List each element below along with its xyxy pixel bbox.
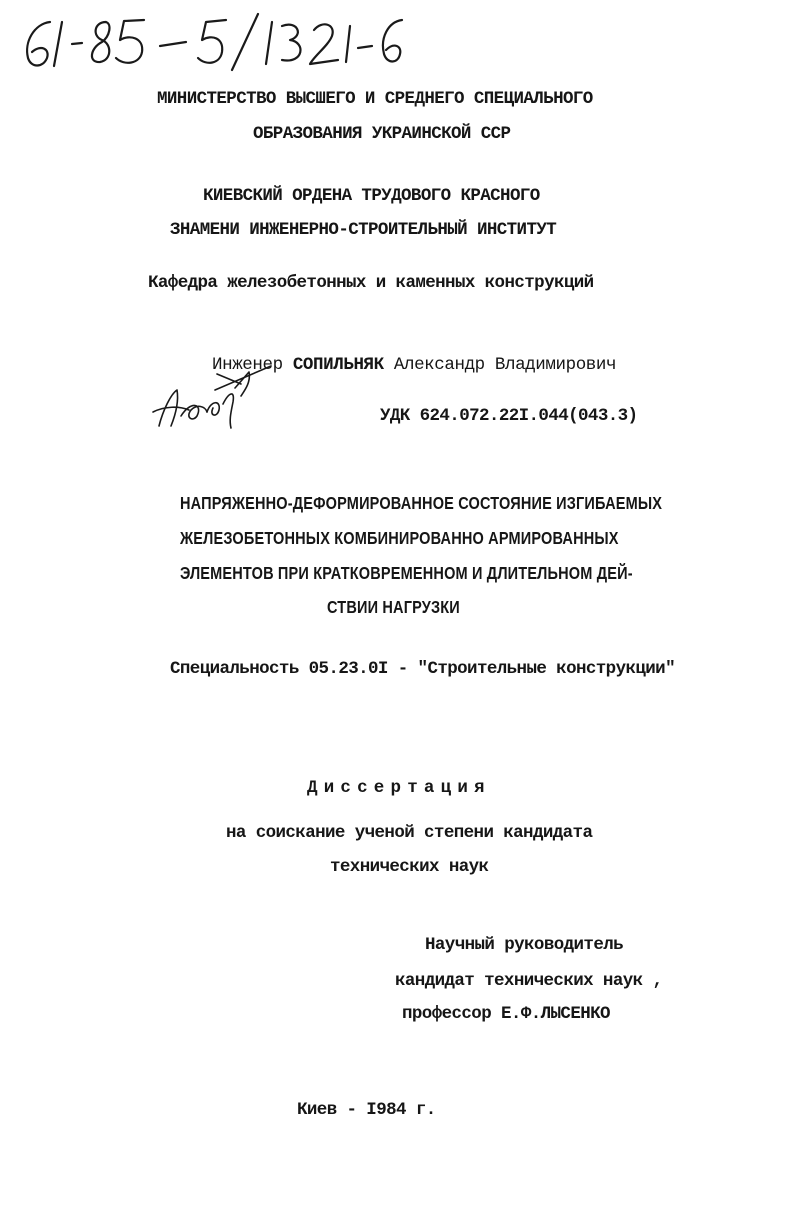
author-prefix: Инженер [212,355,283,375]
udc-code: УДК 624.072.22I.044(043.3) [380,406,638,426]
institute-line-1: КИЕВСКИЙ ОРДЕНА ТРУДОВОГО КРАСНОГО [203,186,540,206]
author-surname: СОПИЛЬНЯК [292,355,384,375]
specialty: Специальность 05.23.0I - "Строительные конструкции" [170,659,675,679]
institute-line-2: ЗНАМЕНИ ИНЖЕНЕРНО-СТРОИТЕЛЬНЫЙ ИНСТИТУТ [170,220,557,240]
title-line-4: СТВИИ НАГРУЗКИ [327,597,460,617]
degree-line-1: на соискание ученой степени кандидата [226,823,593,843]
department-name: Кафедра железобетонных и каменных конструкций [148,273,594,293]
degree-line-2: технических наук [330,857,489,877]
handwritten-archive-code [10,8,410,80]
author-signature [145,360,275,440]
work-type: Диссертация [307,778,491,798]
title-line-2: ЖЕЛЕЗОБЕТОННЫХ КОМБИНИРОВАННО АРМИРОВАННЫХ [180,528,619,548]
place-year: Киев - I984 г. [297,1100,436,1120]
supervisor-label: Научный руководитель [425,935,624,955]
ministry-line-2: ОБРАЗОВАНИЯ УКРАИНСКОЙ ССР [253,124,511,144]
supervisor-degree: кандидат технических наук , [395,971,663,991]
ministry-line-1: МИНИСТЕРСТВО ВЫСШЕГО И СРЕДНЕГО СПЕЦИАЛЬНОГО [157,89,593,109]
title-line-3: ЭЛЕМЕНТОВ ПРИ КРАТКОВРЕМЕННОМ И ДЛИТЕЛЬНОМ ДЕЙ- [180,563,633,583]
supervisor-name: профессор Е.Ф.ЛЫСЕНКО [402,1004,610,1024]
author-given-names: Александр Владимирович [393,355,617,375]
title-line-1: НАПРЯЖЕННО-ДЕФОРМИРОВАННОЕ СОСТОЯНИЕ ИЗГИБАЕМЫХ [180,493,663,513]
